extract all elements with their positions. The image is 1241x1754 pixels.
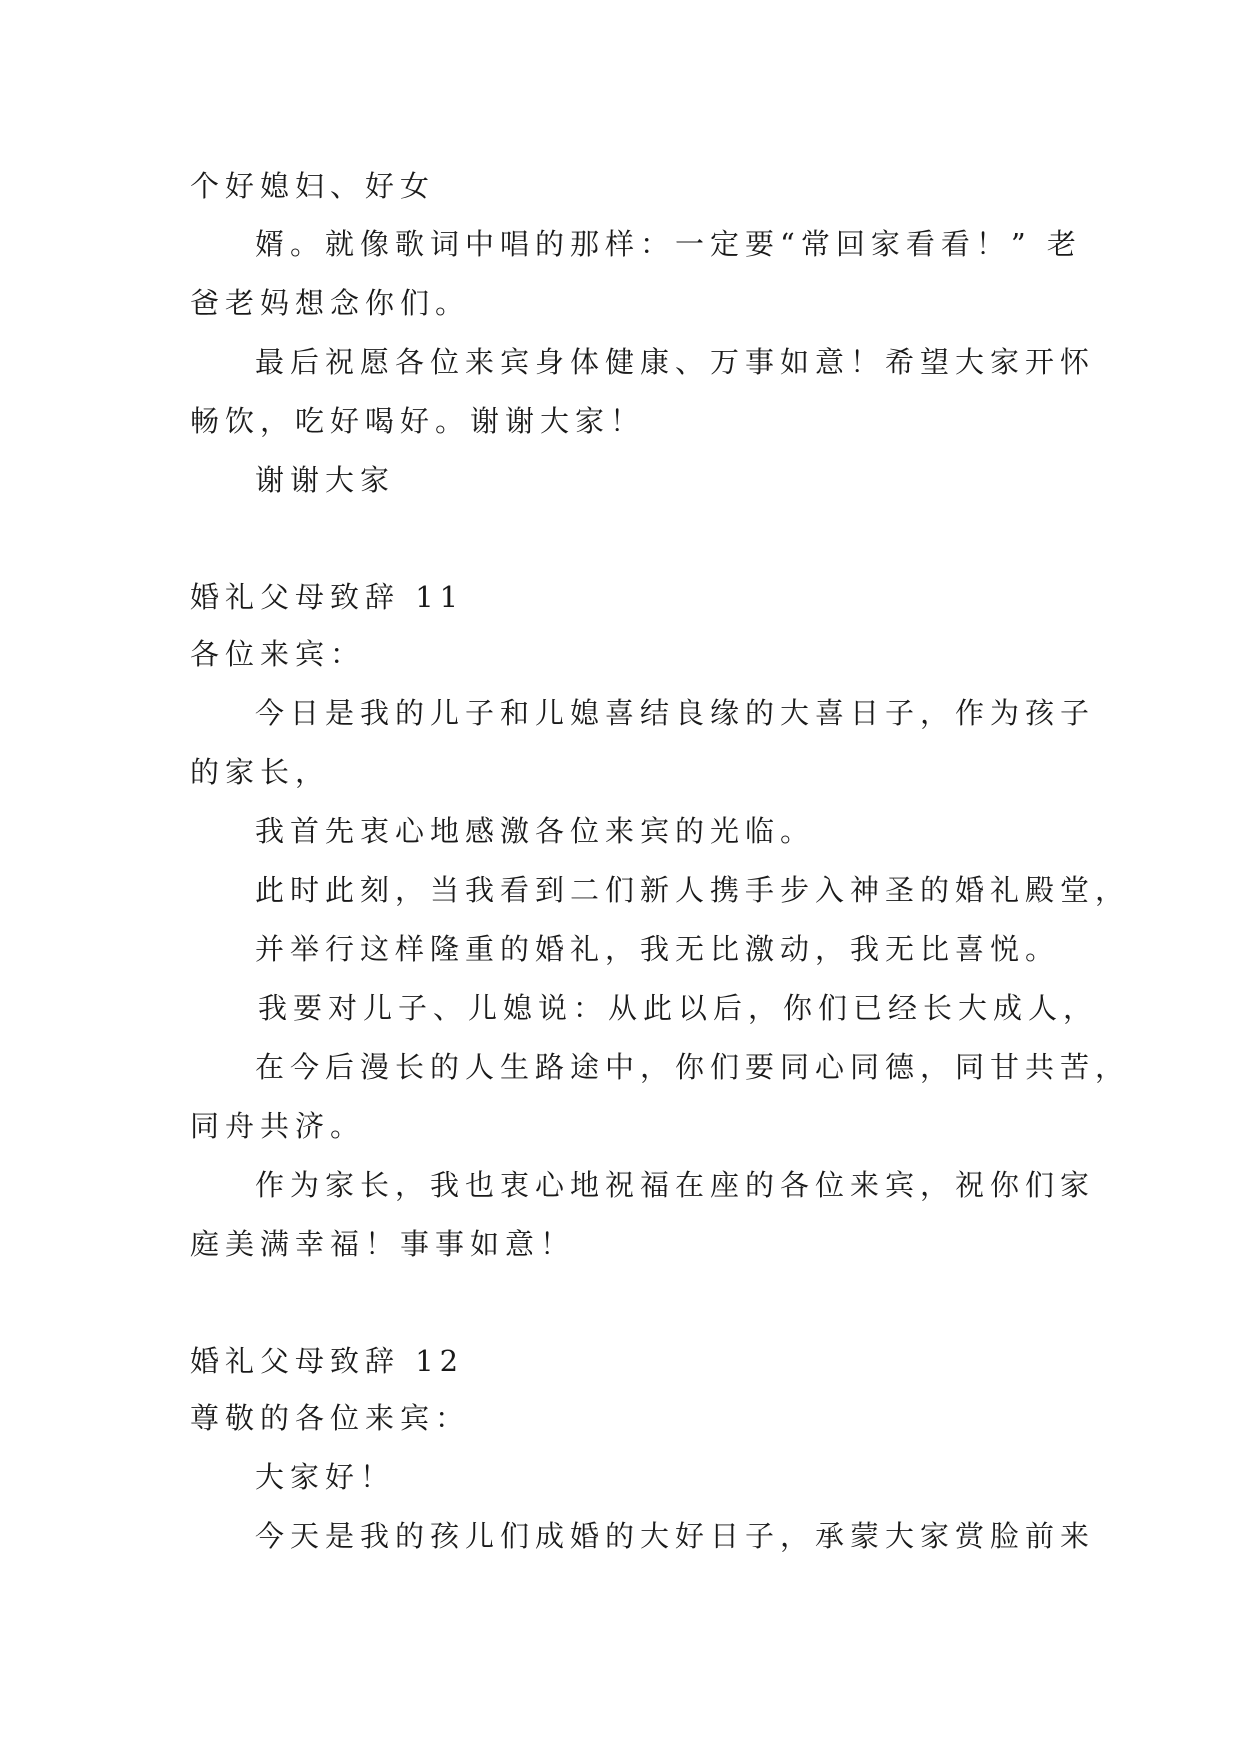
paragraph-line: 庭美满幸福！事事如意！ bbox=[190, 1227, 576, 1261]
paragraph-line: 并举行这样隆重的婚礼，我无比激动，我无比喜悦。 bbox=[255, 932, 1061, 966]
section-heading: 婚礼父母致辞 11 bbox=[190, 580, 465, 614]
paragraph-line: 同舟共济。 bbox=[190, 1109, 366, 1143]
paragraph-line: 今天是我的孩儿们成婚的大好日子，承蒙大家赏脸前来 bbox=[255, 1519, 1096, 1553]
paragraph-line: 我首先衷心地感激各位来宾的光临。 bbox=[255, 814, 816, 848]
paragraph-line: 此时此刻，当我看到二们新人携手步入神圣的婚礼殿堂， bbox=[255, 873, 1131, 907]
paragraph-line: 最后祝愿各位来宾身体健康、万事如意！希望大家开怀 bbox=[255, 345, 1096, 379]
paragraph-line: 爸老妈想念你们。 bbox=[190, 286, 471, 320]
closing-line: 谢谢大家 bbox=[255, 463, 396, 497]
section-heading: 婚礼父母致辞 12 bbox=[190, 1344, 465, 1378]
salutation: 各位来宾： bbox=[190, 637, 366, 671]
paragraph-line: 的家长， bbox=[190, 755, 331, 789]
paragraph-line: 畅饮，吃好喝好。谢谢大家！ bbox=[190, 404, 646, 438]
paragraph-line: 婿。就像歌词中唱的那样：一定要“常回家看看！” 老 bbox=[255, 227, 1082, 261]
paragraph-line: 大家好！ bbox=[255, 1460, 396, 1494]
paragraph-line: 个好媳妇、好女 bbox=[190, 169, 436, 203]
paragraph-line: 我要对儿子、儿媳说：从此以后，你们已经长大成人， bbox=[258, 991, 1099, 1025]
paragraph-line: 今日是我的儿子和儿媳喜结良缘的大喜日子，作为孩子 bbox=[255, 696, 1096, 730]
paragraph-line: 作为家长，我也衷心地祝福在座的各位来宾，祝你们家 bbox=[255, 1168, 1096, 1202]
salutation: 尊敬的各位来宾： bbox=[190, 1401, 471, 1435]
paragraph-line: 在今后漫长的人生路途中，你们要同心同德，同甘共苦， bbox=[255, 1050, 1131, 1084]
